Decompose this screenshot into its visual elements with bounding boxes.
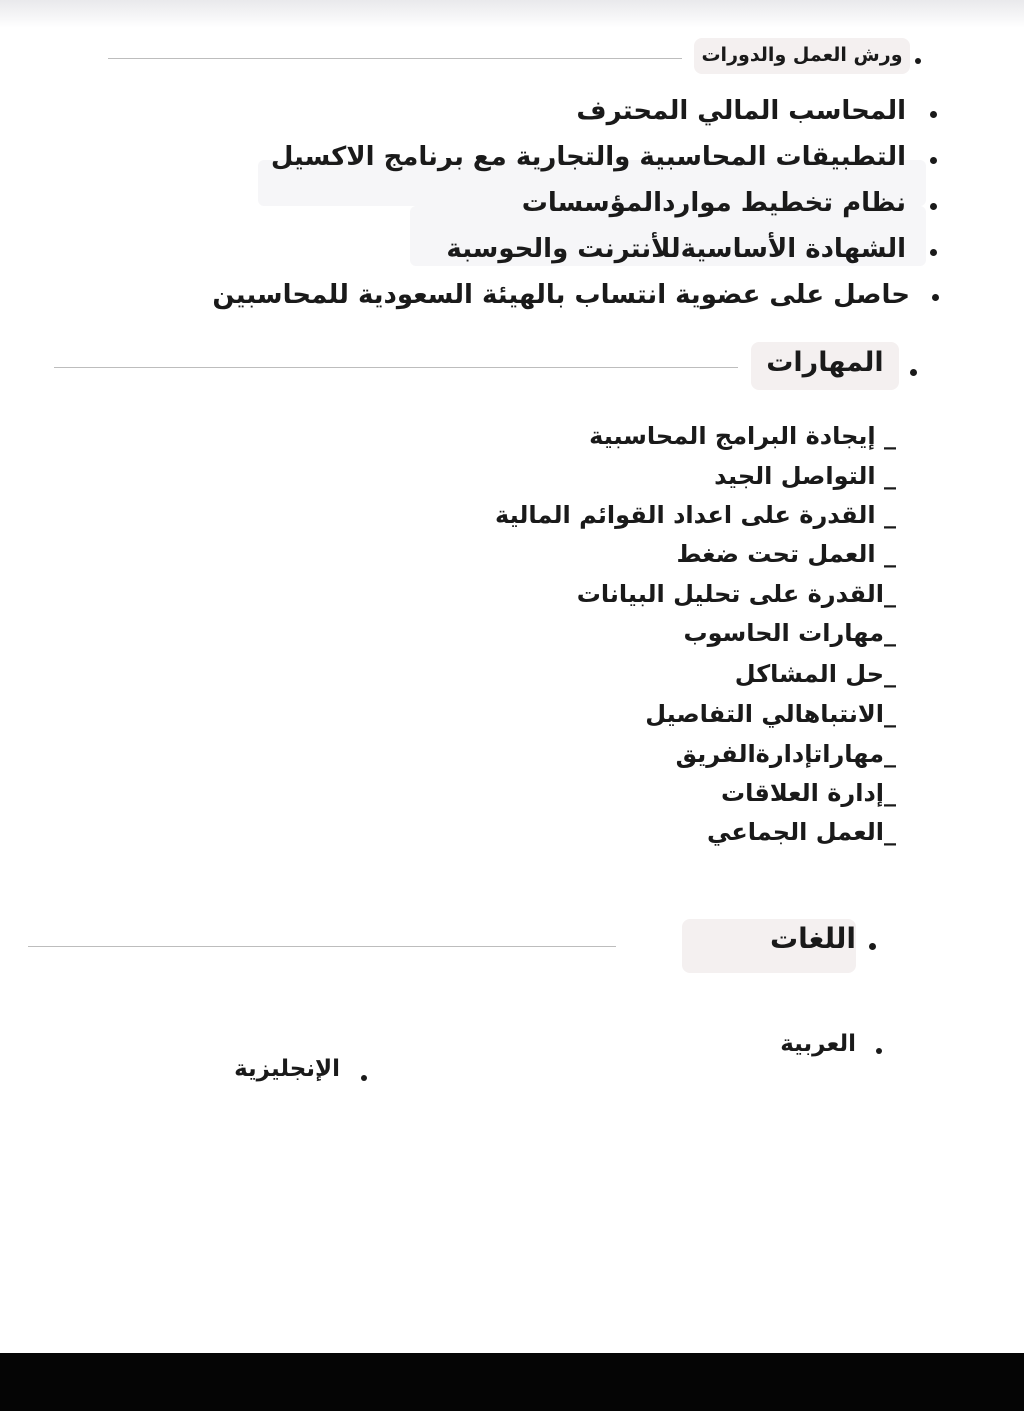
workshop-item: التطبيقات المحاسبية والتجارية مع برنامج الاكسيل: [270, 142, 906, 172]
workshop-item: المحاسب المالي المحترف: [576, 96, 906, 126]
workshops-heading: ورش العمل والدورات: [694, 38, 910, 74]
bottom-bar: [0, 1353, 1024, 1411]
languages-divider: [28, 946, 616, 947]
skill-item: _العمل الجماعي: [707, 818, 896, 846]
skill-item: _ التواصل الجيد: [714, 462, 896, 490]
skill-item: _الانتباهالي التفاصيل: [645, 700, 896, 728]
list-bullet: [930, 157, 937, 164]
workshop-item: الشهادة الأساسيةللأنترنت والحوسبة: [446, 234, 906, 264]
list-bullet: [930, 249, 937, 256]
section-bullet: [869, 943, 876, 950]
section-bullet: [910, 369, 917, 376]
language-item: العربية: [780, 1031, 856, 1057]
skill-item: _إدارة العلاقات: [721, 779, 896, 807]
language-bullet: [876, 1048, 882, 1054]
skill-item: _حل المشاكل: [734, 660, 896, 688]
list-bullet: [930, 111, 937, 118]
skill-item: _القدرة على تحليل البيانات: [576, 580, 896, 608]
workshops-divider: [108, 58, 682, 59]
top-shade: [0, 0, 1024, 28]
skill-item: _مهاراتإدارةالفريق: [675, 740, 896, 768]
skills-divider: [54, 367, 738, 368]
language-item: الإنجليزية: [234, 1056, 340, 1082]
skill-item: _ القدرة على اعداد القوائم المالية: [495, 501, 896, 529]
languages-heading: اللغات: [682, 919, 856, 973]
workshop-item: نظام تخطيط مواردالمؤسسات: [521, 188, 906, 218]
list-bullet: [930, 203, 937, 210]
workshop-item: حاصل على عضوية انتساب بالهيئة السعودية للمحاسبين: [212, 280, 910, 310]
skill-item: _ إيجادة البرامج المحاسبية: [589, 422, 896, 450]
list-bullet: [932, 294, 939, 301]
skills-heading: المهارات: [751, 342, 899, 390]
skill-item: _ العمل تحت ضغط: [676, 540, 896, 568]
language-bullet: [361, 1075, 367, 1081]
skill-item: _مهارات الحاسوب: [683, 619, 896, 647]
section-bullet: [915, 58, 921, 64]
